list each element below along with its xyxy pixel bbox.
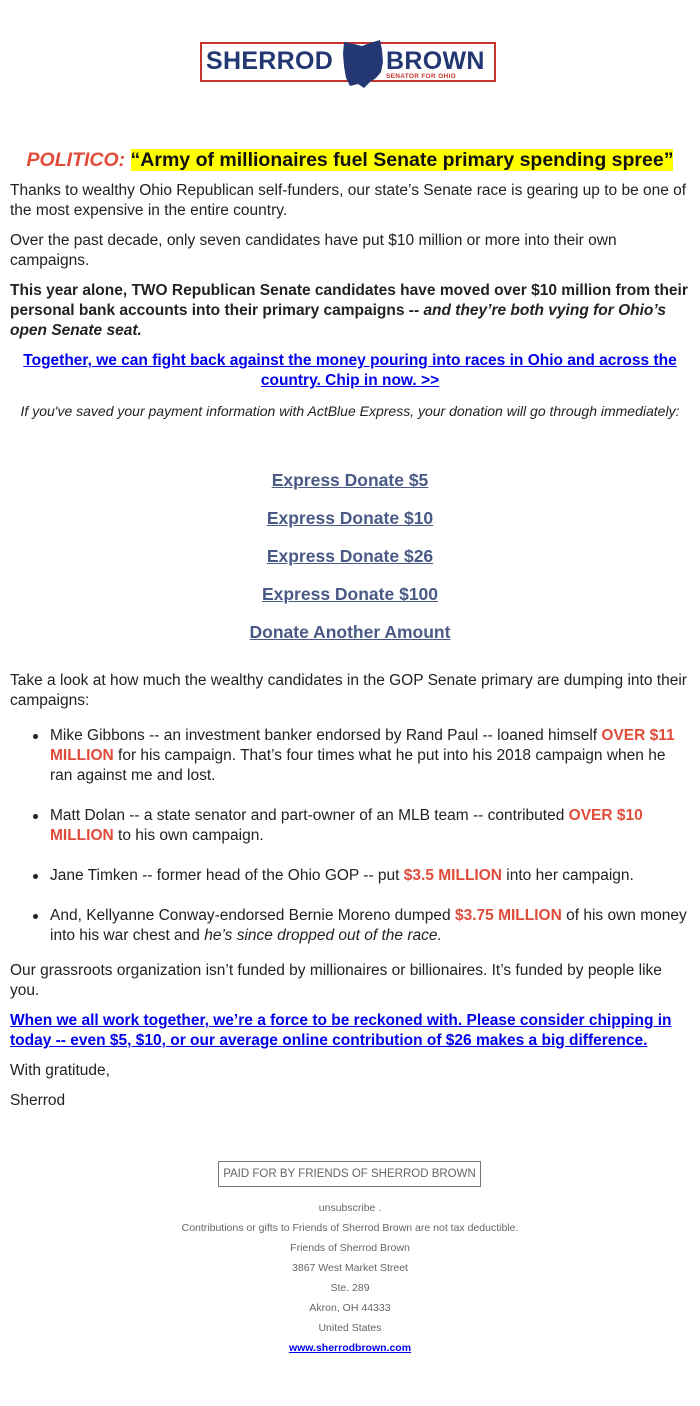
list-item-italic: he’s since dropped out of the race. xyxy=(204,927,442,944)
list-item xyxy=(10,726,690,786)
bullet-icon xyxy=(33,734,38,739)
list-item-text: Jane Timken -- former head of the Ohio GOP -- put xyxy=(50,867,400,884)
campaign-logo xyxy=(200,42,500,88)
list-item-text: Matt Dolan -- a state senator and part-owner of an MLB team -- contributed xyxy=(50,807,565,824)
logo-first-name: SHERROD xyxy=(206,47,334,75)
candidate-list xyxy=(10,906,690,946)
website-link[interactable]: www.sherrodbrown.com xyxy=(288,1342,412,1354)
logo-last-name: BROWN xyxy=(386,47,485,75)
list-item-text: Mike Gibbons -- an investment banker endorsed by Rand Paul -- loaned himself xyxy=(50,727,598,744)
unsubscribe-row xyxy=(0,1201,700,1215)
list-item-amount: $3.75 MILLION xyxy=(454,907,562,924)
list-item xyxy=(10,866,690,886)
list-item-amount: OVER $11 MILLION xyxy=(50,727,675,764)
chip-in-link[interactable]: Together, we can fight back against the money pouring into races in Ohio and across the country. Chip in now. >> xyxy=(23,352,677,389)
express-donate-10-link[interactable]: Express Donate $10 xyxy=(266,508,434,528)
list-item-text: And, Kellyanne Conway-endorsed Bernie Moreno dumped xyxy=(50,907,451,924)
donate-another-amount-link[interactable]: Donate Another Amount xyxy=(249,622,451,642)
bullet-icon xyxy=(33,914,38,919)
headline xyxy=(10,148,690,172)
logo-subtitle: SENATOR FOR OHIO xyxy=(386,73,456,80)
headline-source: POLITICO xyxy=(26,149,119,171)
footer-website-row xyxy=(0,1341,700,1355)
headline-quote: “Army of millionaires fuel Senate primary spending spree” xyxy=(130,149,674,171)
list-item xyxy=(10,806,690,846)
list-item-text: for his campaign. That’s four times what he put into his 2018 campaign when he ran against me and lost. xyxy=(50,747,666,784)
express-donate-5-link[interactable]: Express Donate $5 xyxy=(271,470,429,490)
footer-suite: Ste. 289 xyxy=(330,1282,370,1294)
footer-city: Akron, OH 44333 xyxy=(309,1302,391,1314)
candidate-list xyxy=(10,806,690,846)
footer-org: Friends of Sherrod Brown xyxy=(290,1242,410,1254)
paragraph-grassroots: Our grassroots organization isn’t funded by millionaires or billionaires. It’s funded by people like you. xyxy=(10,962,662,999)
actblue-note: If you've saved your payment information with ActBlue Express, your donation will go through immediately: xyxy=(20,403,680,419)
signature: Sherrod xyxy=(10,1092,66,1109)
list-item-amount: $3.5 MILLION xyxy=(403,867,502,884)
unsubscribe-dot: . xyxy=(378,1202,382,1214)
list-item-amount: OVER $10 MILLION xyxy=(50,807,643,844)
paragraph-this-year-bold: This year alone, TWO Republican Senate candidates have moved over $10 million from their personal bank accounts into their primary campaigns -- xyxy=(10,282,688,319)
chip-in-today-link[interactable]: When we all work together, we’re a force to be reckoned with. Please consider chipping in today -- even $5, $10, or our average online contribution of $26 makes a big difference. xyxy=(10,1012,672,1049)
list-item-text: into her campaign. xyxy=(506,867,634,884)
list-item-text: of his own money into his war chest and xyxy=(50,907,687,944)
paid-for-disclaimer: PAID FOR BY FRIENDS OF SHERROD BROWN xyxy=(218,1161,481,1187)
candidate-list xyxy=(10,726,690,786)
list-item-text: to his own campaign. xyxy=(118,827,264,844)
headline-separator: : xyxy=(118,149,126,171)
paragraph-gop-intro: Take a look at how much the wealthy candidates in the GOP Senate primary are dumping into their campaigns: xyxy=(10,672,687,709)
list-item xyxy=(10,906,690,946)
paragraph-this-year xyxy=(10,281,690,341)
bullet-icon xyxy=(33,814,38,819)
closing: With gratitude, xyxy=(10,1062,110,1079)
footer-country: United States xyxy=(318,1322,382,1334)
candidate-list xyxy=(10,866,690,886)
paragraph-intro: Thanks to wealthy Ohio Republican self-funders, our state’s Senate race is gearing up to be one of the most expensive in the entire country. xyxy=(10,182,687,219)
express-donate-100-link[interactable]: Express Donate $100 xyxy=(261,584,439,604)
footer-street: 3867 West Market Street xyxy=(292,1262,408,1274)
tax-disclaimer: Contributions or gifts to Friends of Sherrod Brown are not tax deductible. xyxy=(181,1222,519,1234)
express-donate-26-link[interactable]: Express Donate $26 xyxy=(266,546,434,566)
paragraph-this-year-italic: and they’re both vying for Ohio’s open Senate seat. xyxy=(10,302,667,339)
ohio-state-icon xyxy=(340,38,386,90)
bullet-icon xyxy=(33,874,38,879)
unsubscribe-link[interactable]: unsubscribe xyxy=(318,1202,376,1214)
paragraph-decade: Over the past decade, only seven candidates have put $10 million or more into their own campaigns. xyxy=(10,232,617,269)
